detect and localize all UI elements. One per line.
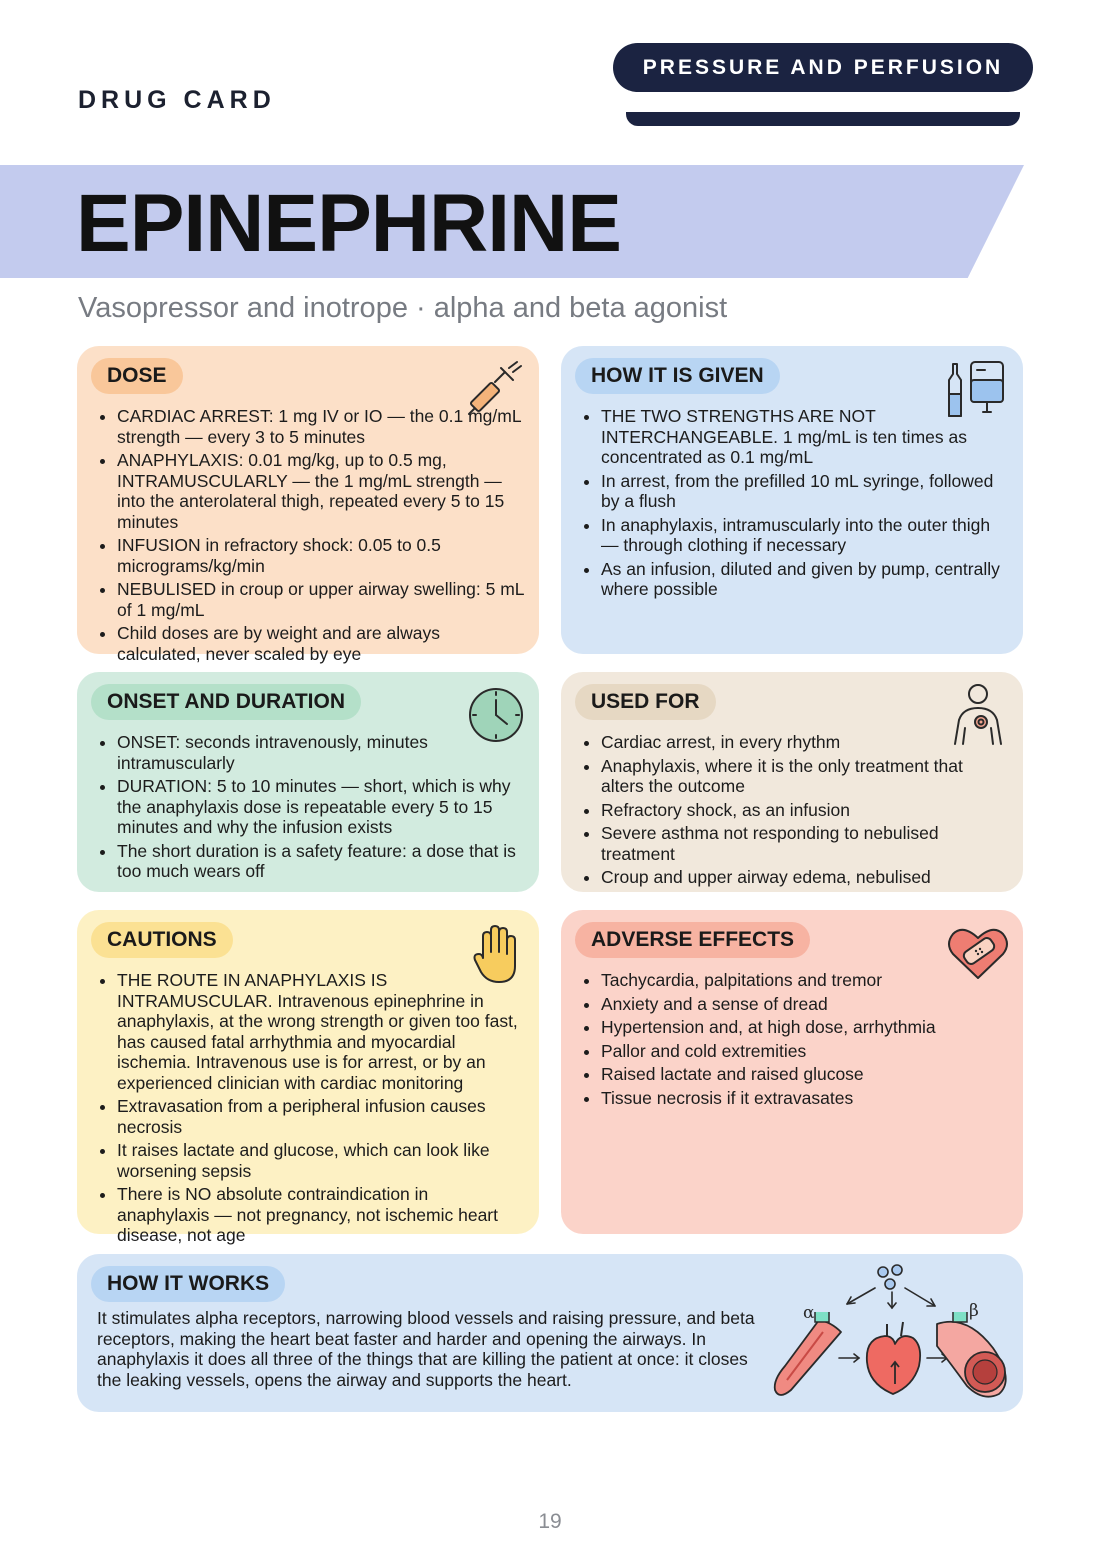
cautions-item: • Extravasation from a peripheral infusion causes necrosis [117, 1096, 525, 1137]
dose-item: • INFUSION in refractory shock: 0.05 to 0.5 micrograms/kg/min [117, 535, 525, 576]
used-for-item: • Cardiac arrest, in every rhythm [601, 732, 1009, 753]
person-heart-icon [949, 682, 1007, 746]
dose-card [77, 346, 539, 664]
how-given-item: • In anaphylaxis, intramuscularly into the outer thigh — through clothing if necessary [601, 515, 1009, 556]
how-it-works-heading: HOW IT WORKS [91, 1266, 285, 1302]
onset-duration-item: • DURATION: 5 to 10 minutes — short, which is why the anaphylaxis dose is repeatable every 5 to 15 minutes and why the infusion exists [117, 776, 525, 838]
page-subtitle: Vasopressor and inotrope · alpha and beta agonist [78, 292, 728, 324]
drug-card-label: DRUG CARD [78, 86, 276, 114]
dose-item: • Child doses are by weight and are always calculated, never scaled by eye [117, 623, 525, 664]
page-title: EPINEPHRINE [76, 178, 621, 269]
beta-receptor-label: β [969, 1301, 979, 1321]
used-for-heading: USED FOR [575, 684, 716, 720]
adverse-effects-item: • Tachycardia, palpitations and tremor [601, 970, 1009, 991]
adverse-effects-item: • Tissue necrosis if it extravasates [601, 1088, 1009, 1109]
ampoule-and-iv-bag-icon [945, 358, 1007, 422]
how-given-item: • In arrest, from the prefilled 10 mL syringe, followed by a flush [601, 471, 1009, 512]
dose-item: • ANAPHYLAXIS: 0.01 mg/kg, up to 0.5 mg, INTRAMUSCULARLY — the 1 mg/mL strength — into the anterolateral thigh, repeated every 5 to 15 minutes [117, 450, 525, 532]
airway-icon [937, 1312, 1006, 1397]
onset-duration-card [77, 672, 539, 892]
cautions-item: • THE ROUTE IN ANAPHYLAXIS IS INTRAMUSCULAR. Intravenous epinephrine in anaphylaxis, at the wrong strength or given too fast, has caused fatal arrhythmia and myocardial ischemia. Intravenous use is for arrest, or by an experienced clinician with cardiac monitoring [117, 970, 525, 1093]
heart-icon [867, 1322, 920, 1394]
adverse-effects-item: • Anxiety and a sense of dread [601, 994, 1009, 1015]
adverse-effects-item: • Hypertension and, at high dose, arrhythmia [601, 1017, 1009, 1038]
how-given-card [561, 346, 1023, 654]
adverse-effects-item: • Pallor and cold extremities [601, 1041, 1009, 1062]
how-given-list [575, 406, 1009, 600]
cautions-heading: CAUTIONS [91, 922, 233, 958]
onset-duration-item: • ONSET: seconds intravenously, minutes intramuscularly [117, 732, 525, 773]
how-it-works-text: It stimulates alpha receptors, narrowing blood vessels and raising pressure, and beta receptors, making the heart beat faster and harder and opening the airways. In anaphylaxis it does all three of the things that are killing the patient at once: it closes the leaking vessels, opens the airway and supports the heart. [97, 1308, 755, 1390]
dose-list [91, 406, 525, 664]
adverse-effects-list [575, 970, 1009, 1108]
section-badge: PRESSURE AND PERFUSION [613, 43, 1033, 92]
used-for-item: • Anaphylaxis, where it is the only treatment that alters the outcome [601, 756, 1009, 797]
clock-icon [467, 686, 525, 744]
adverse-effects-item: • Raised lactate and raised glucose [601, 1064, 1009, 1085]
adverse-effects-heading: ADVERSE EFFECTS [575, 922, 810, 958]
dose-item: • NEBULISED in croup or upper airway swelling: 5 mL of 1 mg/mL [117, 579, 525, 620]
page-number: 19 [538, 1510, 562, 1533]
how-given-heading: HOW IT IS GIVEN [575, 358, 780, 394]
how-it-works-card [77, 1254, 1023, 1412]
blood-vessel-icon [775, 1312, 841, 1395]
stop-hand-icon [473, 922, 523, 986]
syringe-icon [465, 360, 523, 418]
used-for-item: • Refractory shock, as an infusion [601, 800, 1009, 821]
bandaged-heart-icon [947, 924, 1009, 982]
cautions-card [77, 910, 539, 1245]
cautions-item: • It raises lactate and glucose, which can look like worsening sepsis [117, 1140, 525, 1181]
used-for-item: • Severe asthma not responding to nebulised treatment [601, 823, 1009, 864]
adverse-effects-card [561, 910, 1023, 1234]
cautions-item: • There is NO absolute contraindication in anaphylaxis — not pregnancy, not ischemic heart disease, not age [117, 1184, 525, 1246]
onset-duration-item: • The short duration is a safety feature: a dose that is too much wears off [117, 841, 525, 882]
onset-duration-list [91, 732, 525, 882]
how-given-item: • THE TWO STRENGTHS ARE NOT INTERCHANGEABLE. 1 mg/mL is ten times as concentrated as 0.1 mg/mL [601, 406, 1009, 468]
used-for-card [561, 672, 1023, 892]
used-for-list [575, 732, 1009, 888]
dose-heading: DOSE [91, 358, 183, 394]
how-given-item: • As an infusion, diluted and given by pump, centrally where possible [601, 559, 1009, 600]
cautions-list [91, 970, 525, 1246]
section-badge-underline [626, 112, 1020, 126]
onset-duration-heading: ONSET AND DURATION [91, 684, 361, 720]
alpha-receptor-label: α [803, 1303, 815, 1323]
receptor-mechanism-diagram [771, 1262, 1015, 1402]
drug-molecules-icon [878, 1265, 902, 1289]
dose-item: • CARDIAC ARREST: 1 mg IV or IO — the 0.1 mg/mL strength — every 3 to 5 minutes [117, 406, 525, 447]
used-for-item: • Croup and upper airway edema, nebulised [601, 867, 1009, 888]
